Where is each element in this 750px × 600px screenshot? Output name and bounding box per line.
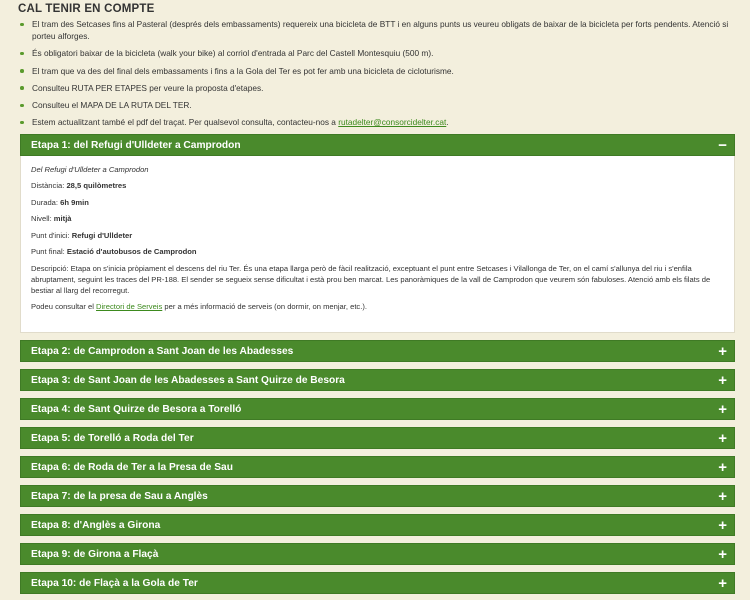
accordion-header-stage-1[interactable] [20,134,735,156]
accordion-item-stage-4 [20,398,735,420]
accordion-header-stage-9[interactable] [20,543,735,565]
stage-services: Podeu consultar el Directori de Serveis per a més informació de serveis (on dormir, on menjar, etc.). [31,302,367,312]
accordion-header-stage-10[interactable] [20,572,735,594]
list-item: Consulteu el MAPA DE LA RUTA DEL TER. [18,99,734,111]
list-item: El tram des Setcases fins al Pasteral (després dels embassaments) requereix una bicicleta de BTT i en alguns punts us veureu obligats de baixar de la bicicleta per forts pendents. Atenció si porteu alforges. [18,18,734,42]
accordion-item-stage-10 [20,572,735,594]
accordion-item-stage-6 [20,456,735,478]
accordion-item-stage-3 [20,369,735,391]
list-item: Estem actualitzant també el pdf del traçat. Per qualsevol consulta, contacteu-nos a rutadelter@consorcidelter.cat. [18,116,734,128]
expand-icon[interactable]: + [718,487,727,505]
accordion-header-stage-7[interactable] [20,485,735,507]
bullet-icon [20,104,24,108]
accordion-item-stage-9 [20,543,735,565]
bullet-icon [20,86,24,90]
stages-accordion [20,134,735,594]
expand-icon[interactable]: + [718,400,727,418]
expand-icon[interactable]: + [718,371,727,389]
accordion-item-stage-5 [20,427,735,449]
accordion-header-stage-4[interactable] [20,398,735,420]
stage-subtitle: Del Refugi d'Ulldeter a Camprodon [31,164,149,174]
accordion-header-stage-6[interactable] [20,456,735,478]
accordion-item-stage-2 [20,340,735,362]
accordion-item-stage-8 [20,514,735,536]
stage-description: Descripció: Etapa on s'inicia pròpiament el descens del riu Ter. És una etapa llarga però de fàcil realització, exceptuant el punt entre Setcases i Vilallonga de Ter, on el camí s'allunya del riu i s'enfila abruptament, seguint les traces del PR-188. El sender se segueix sense dificultat i està prou ben marcat. Les panoràmiques de la vall de Camprodon que veurem són fabuloses. Atenció amb els filats de bestiar al llarg del recorregut. [31,263,711,295]
services-directory-link[interactable]: Directori de Serveis [96,302,163,312]
accordion-title: Etapa 10: de Flaçà a la Gola de Ter [31,577,198,589]
accordion-title: Etapa 8: d'Anglès a Girona [31,519,161,531]
accordion-title: Etapa 7: de la presa de Sau a Anglès [31,490,208,502]
accordion-title: Etapa 6: de Roda de Ter a la Presa de Sau [31,461,233,473]
contact-email-link[interactable]: rutadelter@consorcidelter.cat [338,117,447,128]
expand-icon[interactable]: + [718,516,727,534]
accordion-title: Etapa 4: de Sant Quirze de Besora a Torelló [31,403,242,415]
bullet-icon [20,23,24,27]
accordion-item-stage-1 [20,134,735,333]
accordion-header-stage-5[interactable] [20,427,735,449]
list-item: Consulteu RUTA PER ETAPES per veure la proposta d'etapes. [18,82,734,94]
accordion-item-stage-7 [20,485,735,507]
bullet-icon [20,52,24,56]
accordion-title: Etapa 3: de Sant Joan de les Abadesses a Sant Quirze de Besora [31,374,345,386]
bullet-icon [20,121,24,125]
stage-distance: Distància: 28,5 quilòmetres [31,181,127,191]
expand-icon[interactable]: + [718,342,727,360]
expand-icon[interactable]: + [718,429,727,447]
expand-icon[interactable]: + [718,545,727,563]
notes-list [18,18,734,128]
accordion-header-stage-3[interactable] [20,369,735,391]
expand-icon[interactable]: + [718,574,727,592]
accordion-title: Etapa 9: de Girona a Flaçà [31,548,159,560]
bullet-icon [20,69,24,73]
section-heading: CAL TENIR EN COMPTE [18,3,155,15]
accordion-panel-stage-1 [20,155,735,333]
accordion-title: Etapa 1: del Refugi d'Ulldeter a Camprodon [31,139,241,151]
stage-duration: Durada: 6h 9min [31,197,89,207]
stage-start: Punt d'inici: Refugi d'Ulldeter [31,230,133,240]
expand-icon[interactable]: + [718,458,727,476]
accordion-title: Etapa 5: de Torelló a Roda del Ter [31,432,194,444]
stage-end: Punt final: Estació d'autobusos de Camprodon [31,247,197,257]
stage-level: Nivell: mitjà [31,214,72,224]
list-item: És obligatori baixar de la bicicleta (walk your bike) al corriol d'entrada al Parc del Castell Montesquiu (500 m). [18,47,734,59]
list-item: El tram que va des del final dels embassaments i fins a la Gola del Ter es pot fer amb una bicicleta de cicloturisme. [18,65,734,77]
accordion-header-stage-8[interactable] [20,514,735,536]
collapse-icon[interactable]: − [718,136,727,154]
accordion-header-stage-2[interactable] [20,340,735,362]
accordion-title: Etapa 2: de Camprodon a Sant Joan de les Abadesses [31,345,294,357]
